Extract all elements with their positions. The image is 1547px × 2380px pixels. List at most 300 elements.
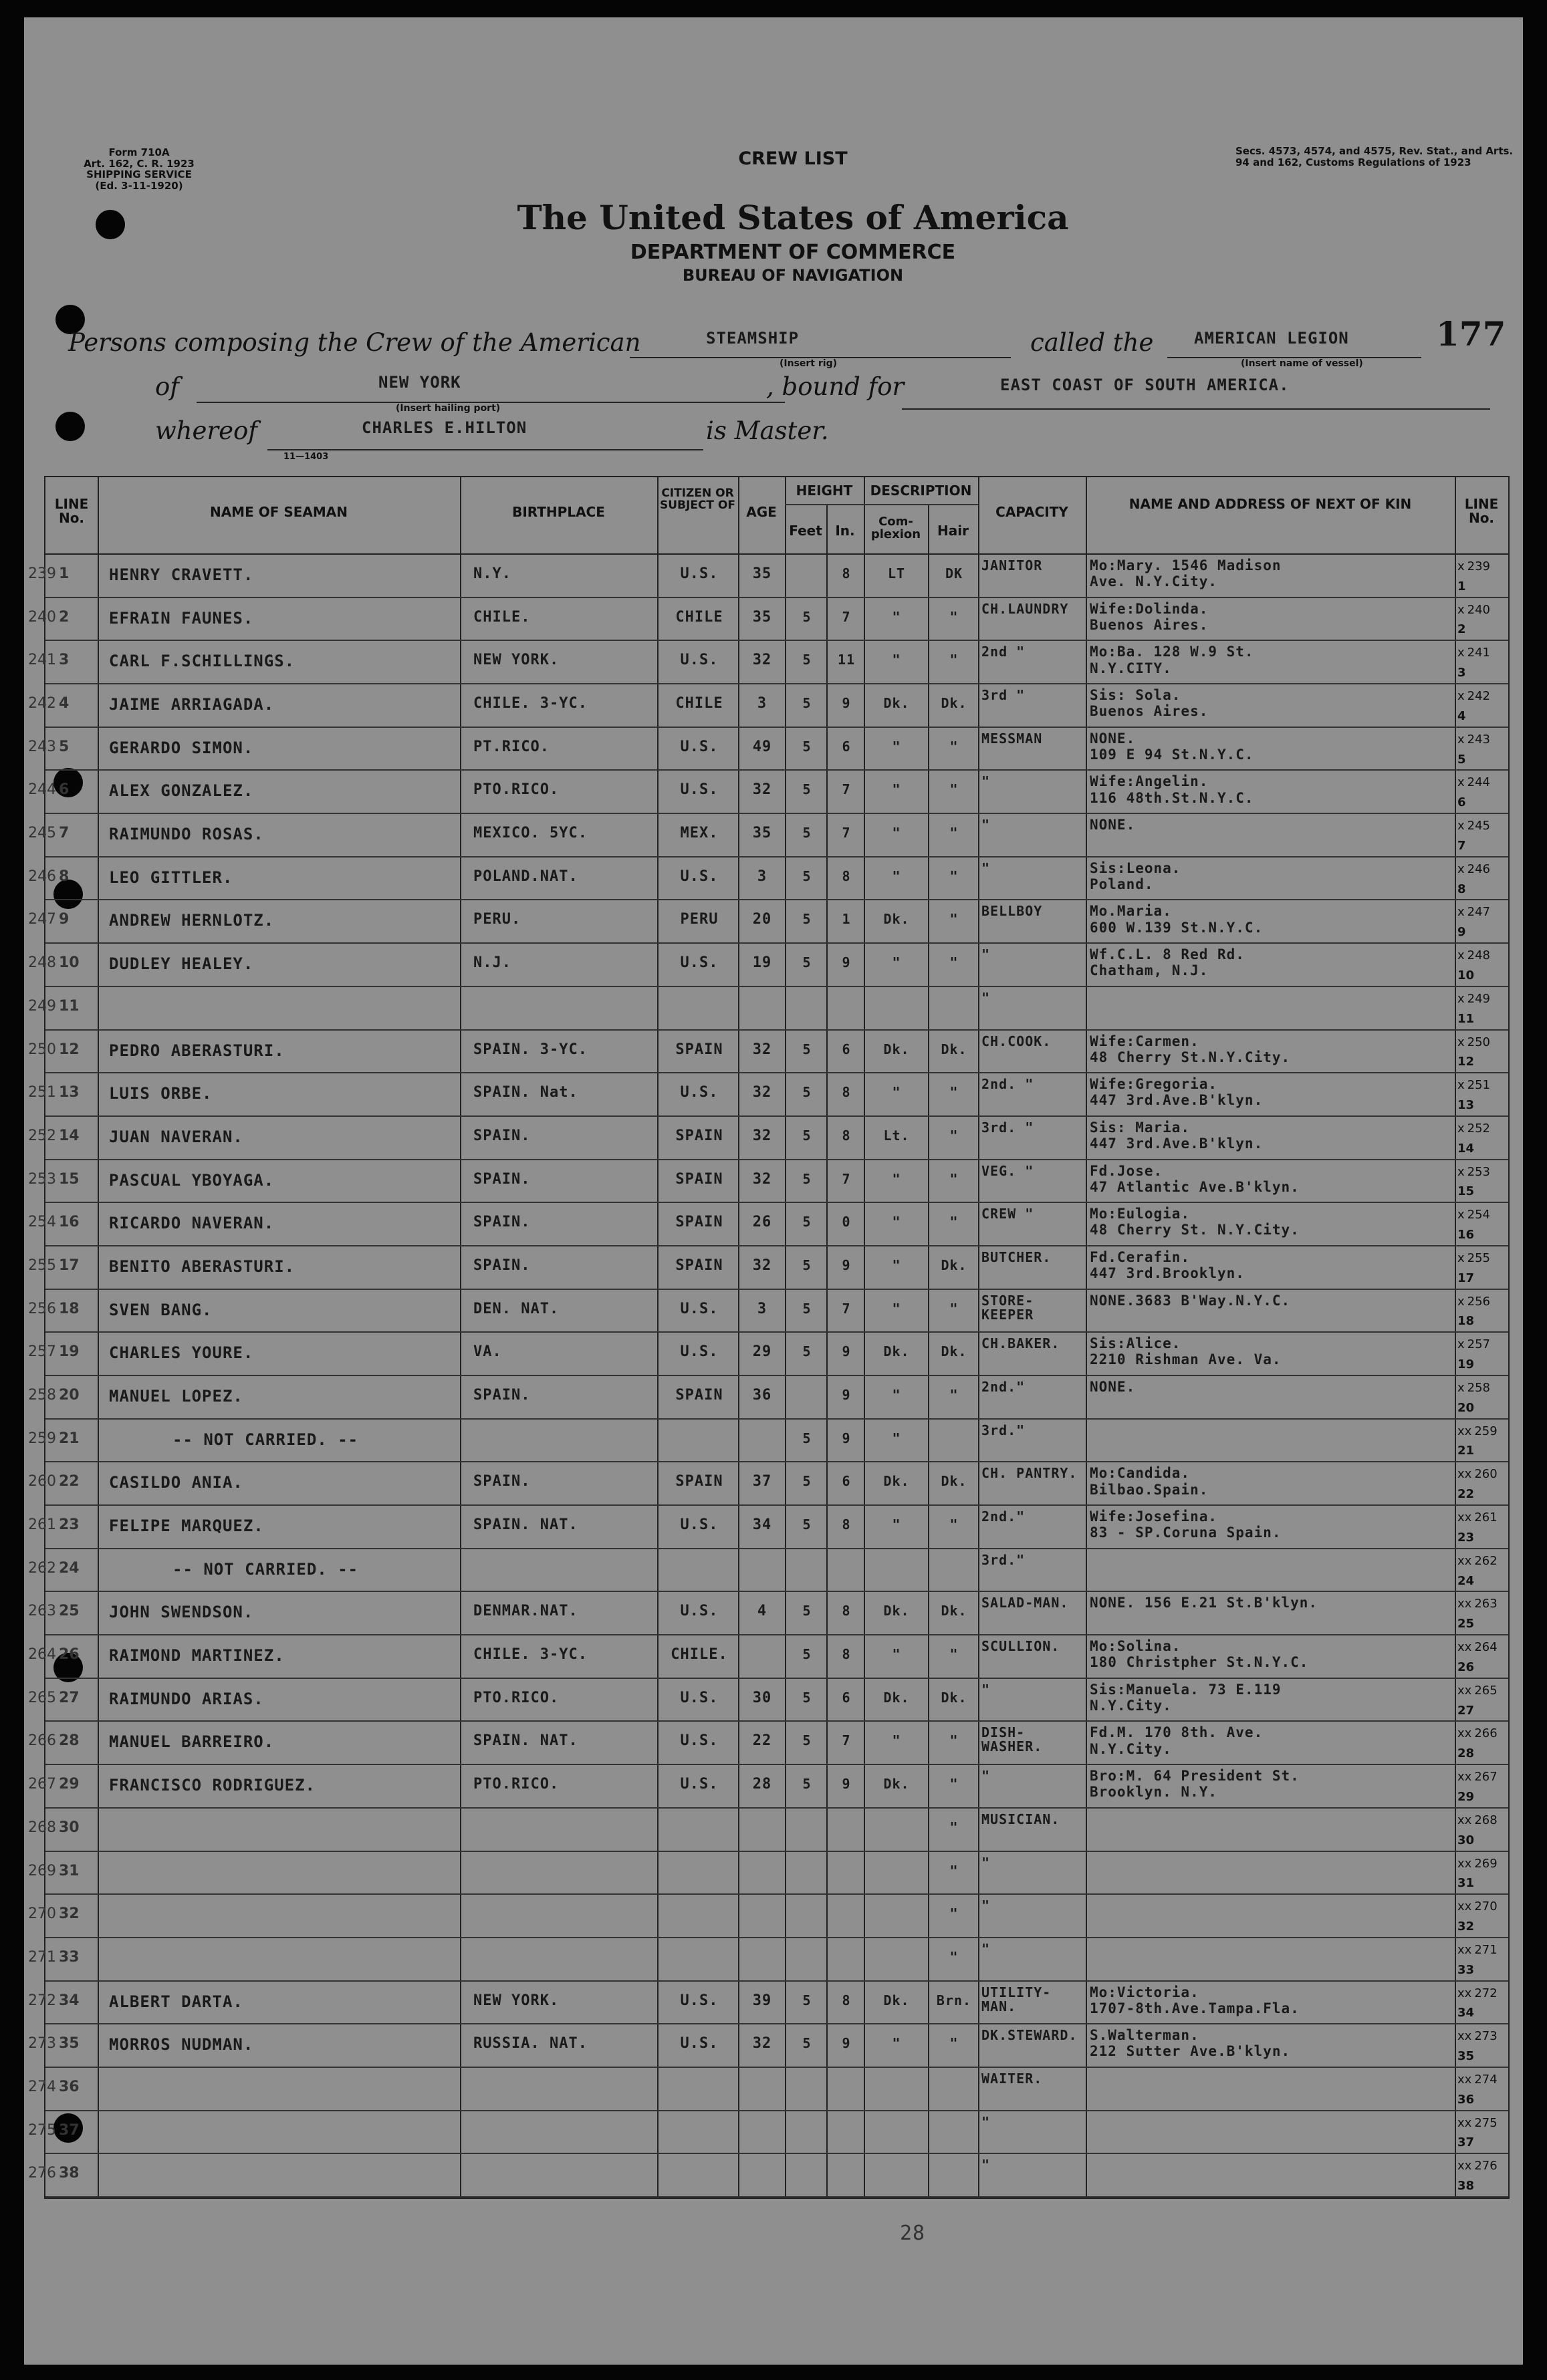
birthplace: CHILE. 3-YC. xyxy=(473,1646,588,1664)
sequence-number: 243 xyxy=(28,738,56,755)
age: 34 xyxy=(752,1516,772,1534)
birthplace: POLAND.NAT. xyxy=(473,868,578,885)
right-line-number xyxy=(1457,2073,1508,2107)
of-label: of xyxy=(155,372,179,401)
kin-line: 447 3rd.Brooklyn. xyxy=(1090,1265,1245,1282)
capacity: MUSICIAN. xyxy=(981,1812,1060,1827)
kin-line: S.Walterman. xyxy=(1090,2027,1199,2044)
sequence-number: 251 xyxy=(28,1084,56,1101)
crew-row xyxy=(28,2154,1508,2198)
citizenship: U.S. xyxy=(680,1084,719,1101)
height-feet: 5 xyxy=(802,954,812,971)
right-sequence-number: 255 xyxy=(1467,1251,1491,1265)
kin-line: 180 Christpher St.N.Y.C. xyxy=(1090,1654,1309,1671)
capacity: CH.LAUNDRY xyxy=(981,602,1069,616)
right-line-number xyxy=(1457,906,1508,939)
line-number xyxy=(28,1430,95,1447)
right-printed-line: 21 xyxy=(1457,1444,1475,1458)
line-number xyxy=(28,739,95,755)
right-printed-line: 19 xyxy=(1457,1357,1475,1371)
complexion: " xyxy=(892,1300,901,1317)
hair: " xyxy=(949,1127,959,1144)
hair: " xyxy=(949,608,959,625)
kin-line: 116 48th.St.N.Y.C. xyxy=(1090,789,1254,806)
line-number xyxy=(28,1257,95,1274)
right-line-number xyxy=(1457,1036,1508,1069)
height-feet: 5 xyxy=(802,1257,812,1273)
right-printed-line: 16 xyxy=(1457,1228,1475,1242)
citizenship: U.S. xyxy=(680,1300,719,1317)
kin-line: Sis: Sola. xyxy=(1090,687,1181,704)
rig-field xyxy=(630,337,1011,358)
height-feet: 5 xyxy=(802,652,812,668)
next-of-kin xyxy=(1090,773,1453,805)
right-printed-line: 26 xyxy=(1457,1660,1475,1674)
right-line-number xyxy=(1457,1468,1508,1501)
citizenship: U.S. xyxy=(680,2035,719,2053)
height-inches: 7 xyxy=(842,1300,851,1317)
kin-line: Mo:Ba. 128 W.9 St. xyxy=(1090,644,1254,660)
port-field xyxy=(197,382,785,403)
printed-line-number: 21 xyxy=(59,1430,80,1447)
birthplace: PERU. xyxy=(473,911,521,928)
crew-row xyxy=(28,1982,1508,2025)
tally-mark: x xyxy=(1457,560,1465,573)
citizenship: U.S. xyxy=(680,565,719,582)
right-sequence-number: 267 xyxy=(1474,1770,1498,1784)
right-printed-line: 20 xyxy=(1457,1400,1475,1415)
sequence-number: 252 xyxy=(28,1127,56,1144)
sequence-number: 242 xyxy=(28,695,56,712)
age: 26 xyxy=(752,1214,772,1231)
seaman-name: ALBERT DARTA. xyxy=(109,1992,243,2011)
right-sequence-number: 248 xyxy=(1467,949,1491,963)
tally-mark: x xyxy=(1457,733,1465,747)
next-of-kin xyxy=(1090,946,1453,978)
printed-line-number: 22 xyxy=(59,1473,80,1490)
tally-mark: xx xyxy=(1457,1511,1472,1525)
bureau-heading: BUREAU OF NAVIGATION xyxy=(682,266,904,285)
birthplace: SPAIN. xyxy=(473,1387,531,1404)
capacity: MESSMAN xyxy=(981,731,1043,746)
line-number xyxy=(28,1387,95,1404)
footer-mark: 28 xyxy=(900,2222,926,2245)
hair: " xyxy=(949,1948,959,1965)
height-inches: 9 xyxy=(842,1430,851,1446)
hair: " xyxy=(949,1819,959,1835)
kin-line: Fd.Jose. xyxy=(1090,1162,1163,1179)
crew-row xyxy=(28,1809,1508,1852)
birthplace: DENMAR.NAT. xyxy=(473,1603,578,1620)
tally-mark: xx xyxy=(1457,2073,1472,2087)
kin-line: Sis:Alice. xyxy=(1090,1335,1181,1352)
tally-mark: x xyxy=(1457,1121,1465,1136)
next-of-kin xyxy=(1090,1076,1453,1108)
age: 35 xyxy=(752,825,772,842)
right-sequence-number: 261 xyxy=(1474,1511,1498,1525)
capacity: JANITOR xyxy=(981,559,1043,573)
height-feet: 5 xyxy=(802,1992,812,2008)
kin-line: Bro:M. 64 President St. xyxy=(1090,1768,1300,1784)
crew-row xyxy=(28,1722,1508,1765)
kin-line: NONE. 156 E.21 St.B'klyn. xyxy=(1090,1595,1318,1611)
kin-line: Buenos Aires. xyxy=(1090,703,1209,720)
seaman-name: MORROS NUDMAN. xyxy=(109,2035,254,2055)
complexion: Dk. xyxy=(883,1689,910,1706)
right-printed-line: 38 xyxy=(1457,2179,1475,2193)
right-printed-line: 34 xyxy=(1457,2006,1475,2020)
sequence-number: 270 xyxy=(28,1905,56,1923)
age: 30 xyxy=(752,1689,772,1706)
crew-table xyxy=(28,476,1510,2199)
right-line-number xyxy=(1457,1079,1508,1112)
capacity: " xyxy=(981,1682,991,1697)
citizenship: SPAIN xyxy=(675,1127,723,1144)
next-of-kin xyxy=(1090,1595,1453,1611)
hair: " xyxy=(949,911,959,928)
sequence-number: 258 xyxy=(28,1387,56,1404)
age: 49 xyxy=(752,738,772,755)
seaman-name: SVEN BANG. xyxy=(109,1300,213,1319)
age: 19 xyxy=(752,954,772,972)
age: 32 xyxy=(752,1041,772,1058)
right-line-number xyxy=(1457,1166,1508,1199)
right-printed-line: 7 xyxy=(1457,838,1466,853)
complexion: Dk. xyxy=(883,911,910,928)
seaman-name: GERARDO SIMON. xyxy=(109,738,254,757)
right-sequence-number: 274 xyxy=(1474,2073,1498,2087)
kin-line: 447 3rd.Ave.B'klyn. xyxy=(1090,1092,1264,1109)
right-sequence-number: 247 xyxy=(1467,906,1491,920)
right-printed-line: 32 xyxy=(1457,1920,1475,1934)
crew-row xyxy=(28,2024,1508,2068)
citizenship: U.S. xyxy=(680,1689,719,1706)
complexion: Dk. xyxy=(883,1343,910,1360)
crew-row xyxy=(28,1420,1508,1463)
height-feet: 5 xyxy=(802,1776,812,1793)
height-feet: 5 xyxy=(802,608,812,625)
tally-mark: xx xyxy=(1457,1424,1472,1438)
right-printed-line: 24 xyxy=(1457,1573,1475,1588)
right-sequence-number: 252 xyxy=(1467,1121,1491,1136)
right-printed-line: 28 xyxy=(1457,1746,1475,1761)
seaman-name: LUIS ORBE. xyxy=(109,1084,213,1103)
birthplace: SPAIN. xyxy=(473,1170,531,1188)
kin-line: NONE. xyxy=(1090,817,1136,833)
right-printed-line: 35 xyxy=(1457,2049,1475,2063)
age: 39 xyxy=(752,1992,772,2009)
tally-mark: x xyxy=(1457,603,1465,617)
seaman-name: -- NOT CARRIED. -- xyxy=(172,1559,359,1579)
right-printed-line: 14 xyxy=(1457,1141,1475,1156)
tally-mark: x xyxy=(1457,1079,1465,1093)
height-feet: 5 xyxy=(802,781,812,798)
height-feet: 5 xyxy=(802,1041,812,1057)
kin-line: Mo:Victoria. xyxy=(1090,1984,1199,2000)
header-birthplace: BIRTHPLACE xyxy=(512,504,605,520)
crew-row xyxy=(28,814,1508,857)
right-printed-line: 30 xyxy=(1457,1833,1475,1847)
right-printed-line: 13 xyxy=(1457,1098,1475,1112)
hair: " xyxy=(949,1387,959,1403)
citizenship: CHILE xyxy=(675,608,723,626)
hair: " xyxy=(949,652,959,668)
height-inches: 7 xyxy=(842,1170,851,1187)
capacity: 3rd." xyxy=(981,1553,1026,1567)
printed-line-number: 10 xyxy=(59,954,80,972)
sequence-number: 261 xyxy=(28,1516,56,1534)
crew-row xyxy=(28,987,1508,1031)
capacity: CH. PANTRY. xyxy=(981,1466,1078,1481)
citizenship: U.S. xyxy=(680,1732,719,1750)
capacity: CH.BAKER. xyxy=(981,1337,1060,1351)
next-of-kin xyxy=(1090,644,1453,676)
header-citizen: CITIZEN OR SUBJECT OF xyxy=(660,487,735,512)
called-label: called the xyxy=(1030,328,1154,357)
seaman-name: FRANCISCO RODRIGUEZ. xyxy=(109,1776,316,1795)
tally-mark: xx xyxy=(1457,1597,1472,1611)
tally-mark: xx xyxy=(1457,1684,1472,1698)
right-sequence-number: 249 xyxy=(1467,992,1491,1006)
right-sequence-number: 271 xyxy=(1474,1943,1498,1957)
right-sequence-number: 275 xyxy=(1474,2116,1498,2130)
height-inches: 9 xyxy=(842,1387,851,1403)
right-line-number xyxy=(1457,560,1508,593)
statute-reference: Secs. 4573, 4574, and 4575, Rev. Stat., and Arts. 94 and 162, Customs Regulations of 1923 xyxy=(1235,145,1514,169)
height-feet: 5 xyxy=(802,1084,812,1101)
crew-row xyxy=(28,2111,1508,2155)
right-line-number xyxy=(1457,1727,1508,1760)
right-line-number xyxy=(1457,1944,1508,1977)
right-sequence-number: 265 xyxy=(1474,1684,1498,1698)
next-of-kin xyxy=(1090,1768,1453,1800)
rig-value: STEAMSHIP xyxy=(706,329,800,348)
height-inches: 8 xyxy=(842,565,851,581)
line-number xyxy=(28,868,95,885)
capacity: 3rd " xyxy=(981,688,1026,703)
complexion: " xyxy=(892,825,901,841)
line-number xyxy=(28,1516,95,1533)
seaman-name: PASCUAL YBOYAGA. xyxy=(109,1170,275,1190)
seaman-name: -- NOT CARRIED. -- xyxy=(172,1430,359,1449)
right-printed-line: 33 xyxy=(1457,1962,1475,1977)
right-printed-line: 36 xyxy=(1457,2092,1475,2107)
hair: Dk. xyxy=(941,1041,967,1057)
age: 3 xyxy=(757,695,767,712)
height-inches: 8 xyxy=(842,1992,851,2008)
right-printed-line: 15 xyxy=(1457,1184,1475,1199)
printed-line-number: 28 xyxy=(59,1732,80,1750)
kin-line: Buenos Aires. xyxy=(1090,616,1209,633)
birthplace: DEN. NAT. xyxy=(473,1300,560,1317)
hair: Dk. xyxy=(941,695,967,712)
next-of-kin xyxy=(1090,1984,1453,2016)
sequence-number: 255 xyxy=(28,1257,56,1274)
right-sequence-number: 256 xyxy=(1467,1295,1491,1309)
capacity: STORE-KEEPER xyxy=(981,1293,1034,1322)
capacity: 3rd. " xyxy=(981,1120,1034,1135)
next-of-kin xyxy=(1090,687,1453,719)
age: 20 xyxy=(752,911,772,928)
seaman-name: EFRAIN FAUNES. xyxy=(109,608,254,628)
hair: " xyxy=(949,1516,959,1533)
kin-line: Bilbao.Spain. xyxy=(1090,1481,1209,1498)
right-printed-line: 29 xyxy=(1457,1789,1475,1804)
line-number xyxy=(28,2165,95,2181)
right-line-number xyxy=(1457,1208,1508,1242)
complexion: " xyxy=(892,868,901,884)
destination-value: EAST COAST OF SOUTH AMERICA. xyxy=(1000,376,1290,394)
printed-line-number: 12 xyxy=(59,1041,80,1058)
kin-line: Fd.Cerafin. xyxy=(1090,1248,1191,1265)
tally-mark: x xyxy=(1457,862,1465,876)
hair: " xyxy=(949,1732,959,1749)
seaman-name: JOHN SWENDSON. xyxy=(109,1603,254,1622)
capacity: DISH-WASHER. xyxy=(981,1726,1043,1754)
tally-mark: x xyxy=(1457,1338,1465,1352)
printed-line-number: 18 xyxy=(59,1300,80,1317)
age: 4 xyxy=(757,1603,767,1620)
right-line-number xyxy=(1457,1511,1508,1545)
hair: Dk. xyxy=(941,1473,967,1490)
capacity: " xyxy=(981,2158,991,2173)
birthplace: SPAIN. xyxy=(473,1214,531,1231)
age: 37 xyxy=(752,1473,772,1490)
height-inches: 7 xyxy=(842,608,851,625)
printed-line-number: 36 xyxy=(59,2078,80,2095)
line-number xyxy=(28,565,95,582)
seaman-name: DUDLEY HEALEY. xyxy=(109,954,254,974)
tally-mark: x xyxy=(1457,906,1465,920)
kin-line: Wife:Dolinda. xyxy=(1090,600,1209,617)
tally-mark: xx xyxy=(1457,1900,1472,1914)
tally-mark: x xyxy=(1457,776,1465,790)
hair: " xyxy=(949,825,959,841)
line-number xyxy=(28,781,95,798)
sequence-number: 247 xyxy=(28,911,56,928)
seaman-name: BENITO ABERASTURI. xyxy=(109,1257,295,1276)
tally-mark: xx xyxy=(1457,1641,1472,1655)
height-feet: 5 xyxy=(802,825,812,841)
sequence-number: 263 xyxy=(28,1603,56,1620)
right-line-number xyxy=(1457,1338,1508,1371)
right-line-number xyxy=(1457,1122,1508,1156)
right-line-number xyxy=(1457,863,1508,896)
height-feet: 5 xyxy=(802,1689,812,1706)
crew-row xyxy=(28,1895,1508,1938)
form-line: Form 710A xyxy=(108,146,170,158)
right-sequence-number: 243 xyxy=(1467,733,1491,747)
kin-line: Mo:Eulogia. xyxy=(1090,1206,1191,1222)
right-line-number xyxy=(1457,2159,1508,2193)
kin-line: Wife:Carmen. xyxy=(1090,1033,1199,1049)
birthplace: SPAIN. xyxy=(473,1473,531,1490)
kin-line: N.Y.City. xyxy=(1090,1740,1172,1757)
printed-line-number: 24 xyxy=(59,1559,80,1577)
height-inches: 11 xyxy=(837,652,856,668)
right-printed-line: 1 xyxy=(1457,579,1466,593)
age: 22 xyxy=(752,1732,772,1750)
sequence-number: 256 xyxy=(28,1300,56,1317)
right-sequence-number: 266 xyxy=(1474,1727,1498,1741)
right-printed-line: 3 xyxy=(1457,666,1466,680)
tally-mark: xx xyxy=(1457,1857,1472,1871)
sequence-number: 275 xyxy=(28,2121,56,2139)
age: 35 xyxy=(752,608,772,626)
capacity: " xyxy=(981,775,991,789)
age: 32 xyxy=(752,1084,772,1101)
age: 32 xyxy=(752,652,772,669)
birthplace: PTO.RICO. xyxy=(473,1776,560,1793)
capacity: UTILITY-MAN. xyxy=(981,1985,1052,2014)
hair: " xyxy=(949,1905,959,1922)
sequence-number: 262 xyxy=(28,1559,56,1577)
right-sequence-number: 272 xyxy=(1474,1986,1498,2000)
next-of-kin xyxy=(1090,903,1453,935)
line-number xyxy=(28,1732,95,1749)
next-of-kin xyxy=(1090,1724,1453,1756)
next-of-kin xyxy=(1090,1163,1453,1195)
right-sequence-number: 250 xyxy=(1467,1035,1491,1049)
kin-line: Wf.C.L. 8 Red Rd. xyxy=(1090,946,1245,963)
crew-row xyxy=(28,1592,1508,1635)
height-inches: 8 xyxy=(842,868,851,884)
seaman-name: CARL F.SCHILLINGS. xyxy=(109,652,295,671)
capacity: 3rd." xyxy=(981,1423,1026,1438)
height-inches: 6 xyxy=(842,738,851,755)
right-printed-line: 31 xyxy=(1457,1876,1475,1891)
printed-line-number: 11 xyxy=(59,997,80,1015)
kin-line: Mo.Maria. xyxy=(1090,903,1172,920)
tally-mark: xx xyxy=(1457,1727,1472,1741)
seaman-name: MANUEL LOPEZ. xyxy=(109,1387,243,1406)
sequence-number: 248 xyxy=(28,954,56,972)
right-printed-line: 4 xyxy=(1457,708,1466,723)
crew-row xyxy=(28,1203,1508,1246)
next-of-kin xyxy=(1090,1206,1453,1238)
tally-mark: x xyxy=(1457,1381,1465,1395)
printed-line-number: 16 xyxy=(59,1214,80,1231)
line-number xyxy=(28,954,95,971)
tally-mark: xx xyxy=(1457,2159,1472,2173)
right-printed-line: 17 xyxy=(1457,1271,1475,1285)
seaman-name: RAIMUNDO ROSAS. xyxy=(109,825,264,844)
kin-line: Ave. N.Y.City. xyxy=(1090,573,1218,590)
printed-line-number: 34 xyxy=(59,1992,80,2009)
crew-row xyxy=(28,1549,1508,1593)
right-line-number xyxy=(1457,646,1508,680)
right-sequence-number: 241 xyxy=(1467,646,1491,660)
persons-label: Persons composing the Crew of the American xyxy=(68,328,641,357)
citizenship: SPAIN xyxy=(675,1041,723,1058)
line-number xyxy=(28,1646,95,1663)
hair: Dk. xyxy=(941,1689,967,1706)
birthplace: VA. xyxy=(473,1343,502,1361)
hair: " xyxy=(949,781,959,798)
print-code: 11—1403 xyxy=(283,452,329,462)
right-line-number xyxy=(1457,1857,1508,1891)
line-number xyxy=(28,1992,95,2009)
printed-line-number: 20 xyxy=(59,1387,80,1404)
seaman-name: FELIPE MARQUEZ. xyxy=(109,1516,264,1536)
age: 32 xyxy=(752,1257,772,1274)
birthplace: SPAIN. 3-YC. xyxy=(473,1041,588,1058)
printed-line-number: 13 xyxy=(59,1084,80,1101)
header-height: HEIGHT xyxy=(796,483,853,499)
tally-mark: xx xyxy=(1457,1986,1472,2000)
birthplace: SPAIN. Nat. xyxy=(473,1084,578,1101)
right-line-number xyxy=(1457,1641,1508,1674)
